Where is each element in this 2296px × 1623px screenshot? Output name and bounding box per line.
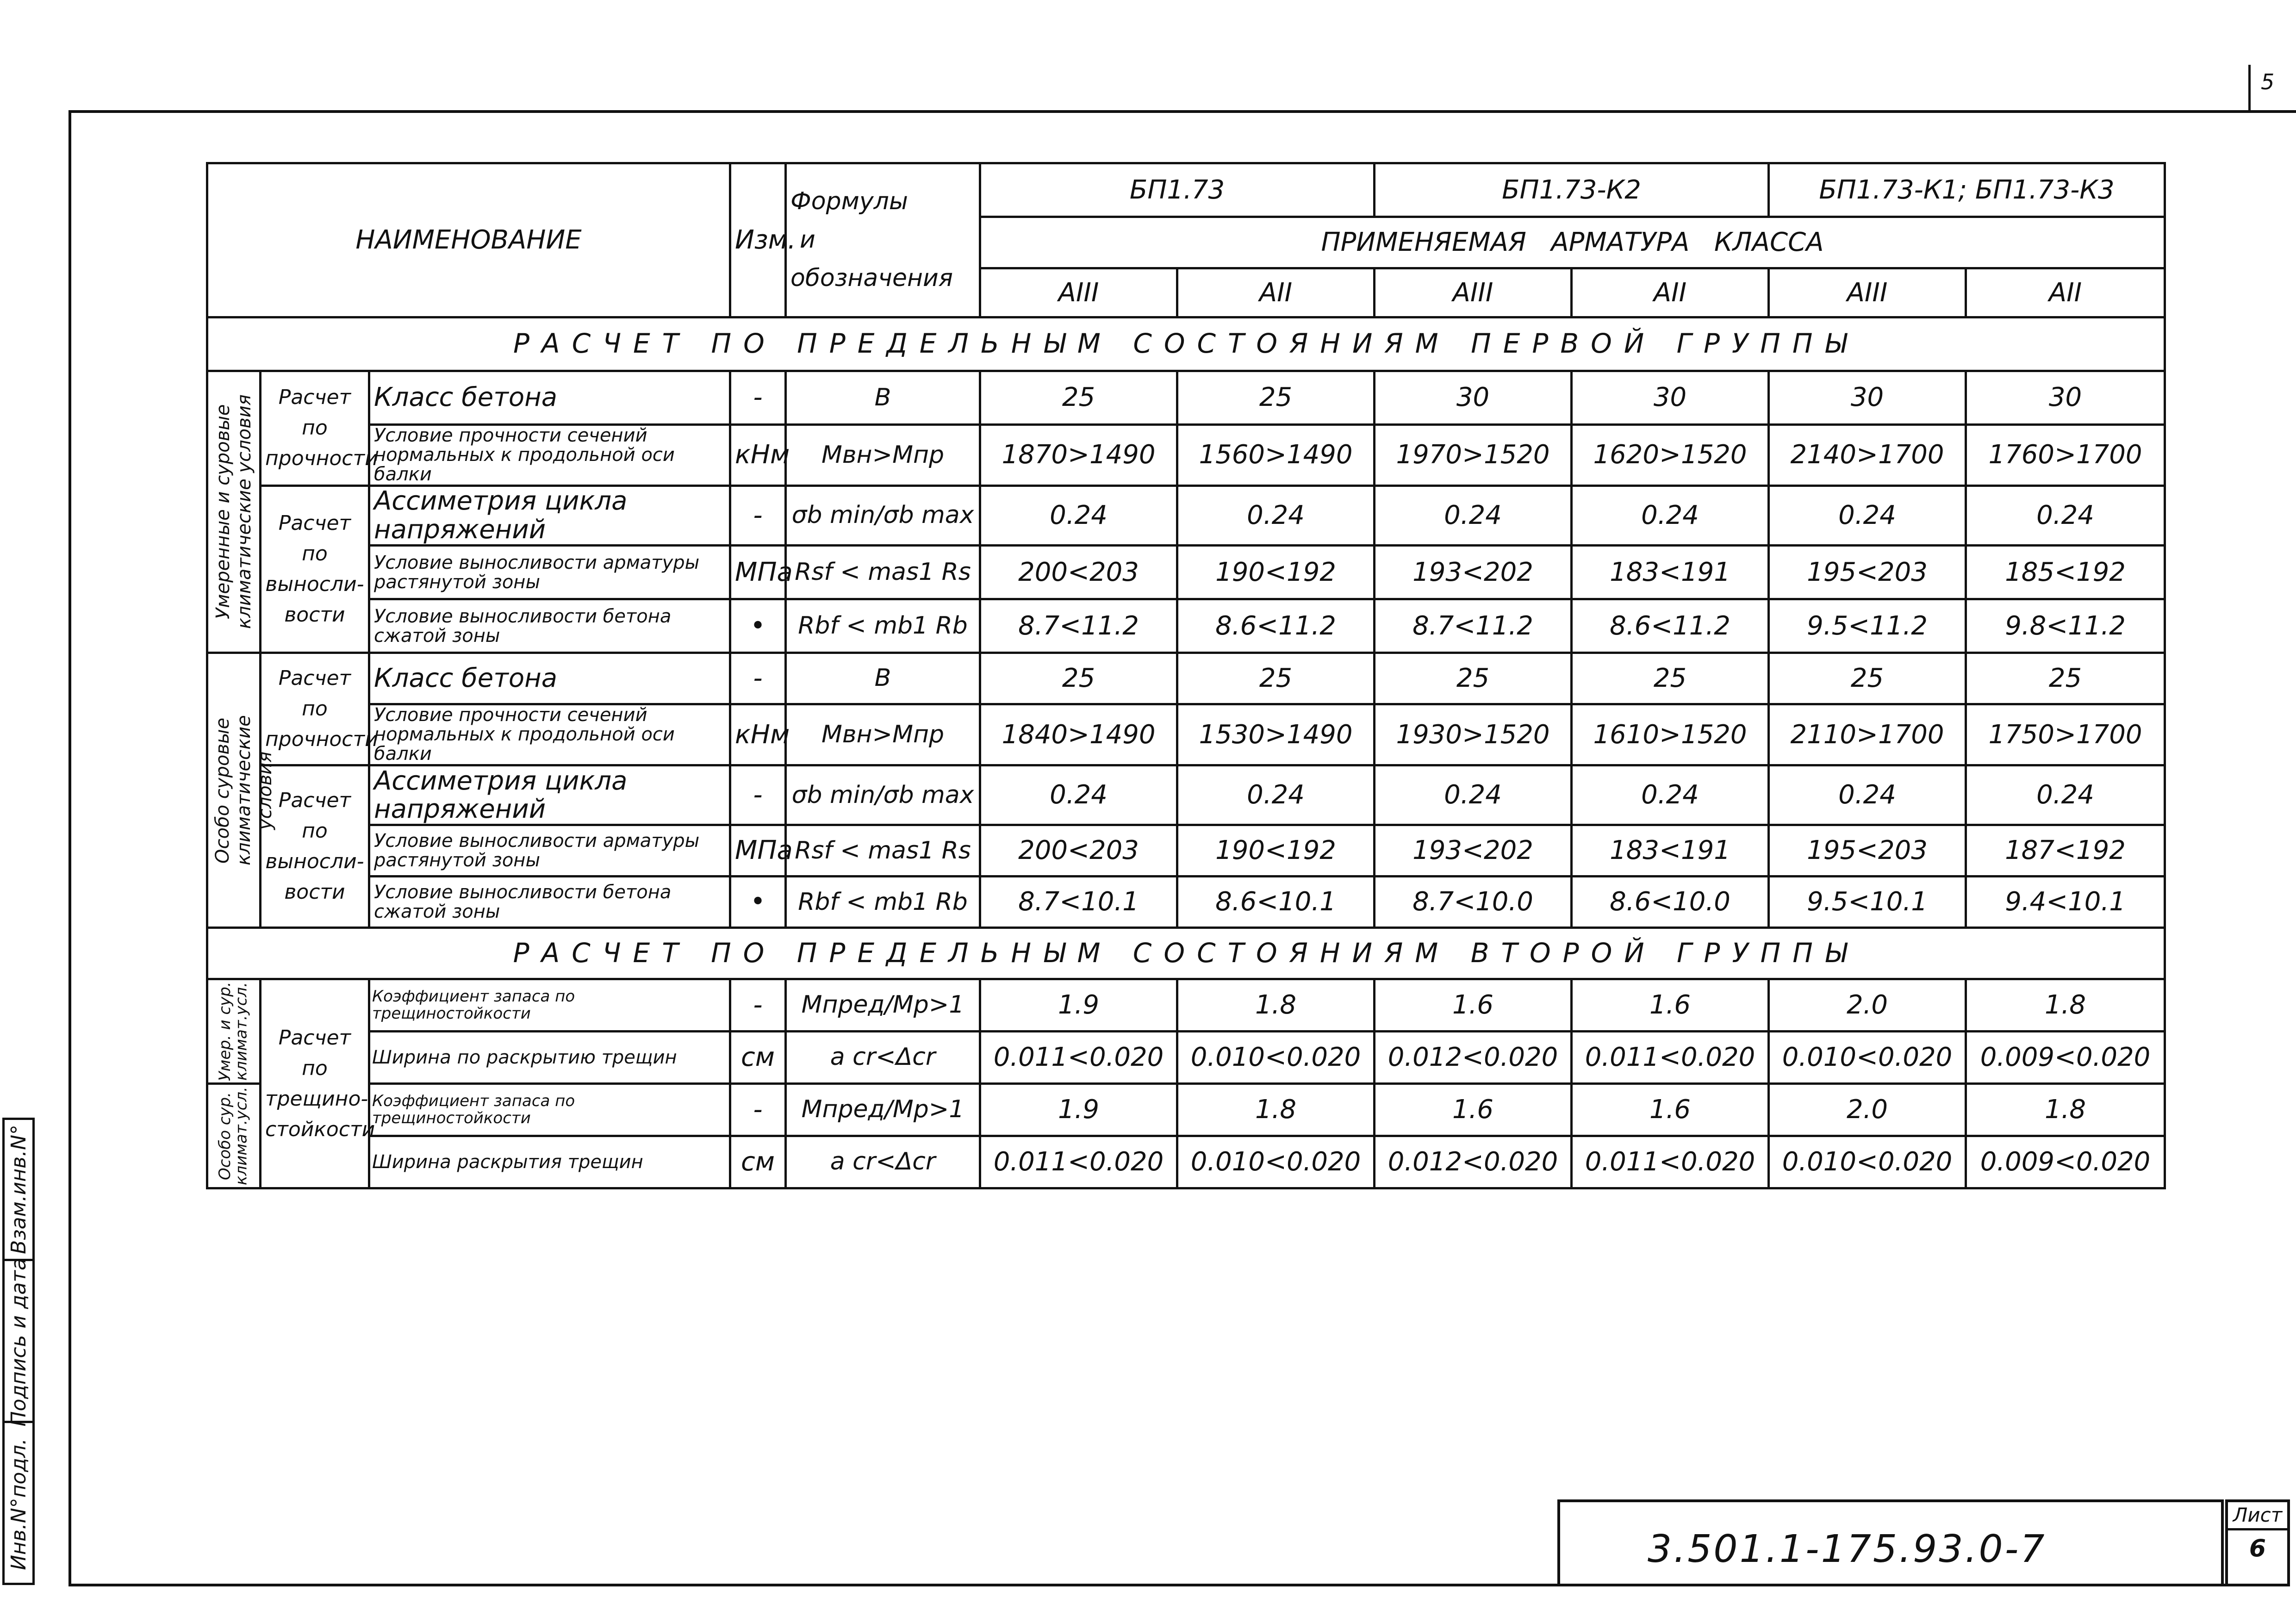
row-value: 1870>1490 (980, 424, 1177, 485)
row-value: 193<202 (1375, 825, 1572, 877)
group-label-cell-3b (207, 1083, 261, 1188)
row-value: 9.5<10.1 (1769, 877, 1966, 928)
table-row (207, 877, 2165, 928)
row-value: 0.24 (1769, 485, 1966, 545)
row-value: 1610>1520 (1572, 704, 1769, 765)
header-name-cell (207, 163, 730, 317)
header-name-label: НАИМЕНОВАНИЕ (355, 225, 582, 255)
stamp-inv-cell (5, 1421, 32, 1585)
row-value: 1760>1700 (1966, 424, 2165, 485)
row-value: 0.24 (1769, 765, 1966, 825)
row-value: 195<203 (1769, 825, 1966, 877)
row-name: Коэффициент запаса по трещиностойкости (369, 979, 730, 1032)
row-value: 0.011<0.020 (1572, 1032, 1769, 1084)
row-value: 0.24 (1572, 485, 1769, 545)
stamp-replace-cell (5, 1120, 32, 1259)
row-value: 9.5<11.2 (1769, 599, 1966, 653)
row-formula: Rbf < mb1 Rb (786, 599, 980, 653)
row-value: 8.6<10.0 (1572, 877, 1769, 928)
group-label-cell-1 (207, 371, 261, 653)
row-value: 0.010<0.020 (1177, 1136, 1375, 1188)
row-unit: см (730, 1032, 786, 1084)
row-value: 1.6 (1375, 979, 1572, 1032)
row-value: 1.8 (1966, 979, 2165, 1032)
row-value: 0.012<0.020 (1375, 1032, 1572, 1084)
row-formula: a cr<Δcr (786, 1032, 980, 1084)
row-unit: см (730, 1136, 786, 1188)
row-value: 0.24 (980, 765, 1177, 825)
row-unit: • (730, 877, 786, 928)
group-label-2: Особо суровые климатические условия (212, 715, 276, 865)
row-name: Условие выносливости бетона сжатой зоны (369, 599, 730, 653)
row-value: 183<191 (1572, 825, 1769, 877)
frame-left-line (68, 110, 71, 1586)
section-title-second: РАСЧЕТ ПО ПРЕДЕЛЬНЫМ СОСТОЯНИЯМ ВТОРОЙ ГРУППЫ (207, 928, 2165, 979)
row-value: 193<202 (1375, 546, 1572, 599)
class-header-5: AII (1966, 268, 2165, 317)
table-row (207, 546, 2165, 599)
row-value: 25 (1177, 653, 1375, 704)
table-row (207, 704, 2165, 765)
class-header-1: AII (1177, 268, 1375, 317)
row-name: Условие прочности сечений нормальных к продольной оси балки (369, 704, 730, 765)
row-name: Условие выносливости бетона сжатой зоны (369, 877, 730, 928)
row-value: 25 (1572, 653, 1769, 704)
section-row-second (207, 928, 2165, 979)
reinforcement-label: ПРИМЕНЯЕМАЯ АРМАТУРА КЛАССА (980, 217, 2165, 268)
row-value: 190<192 (1177, 546, 1375, 599)
row-value: 1.9 (980, 1083, 1177, 1136)
section-title-first: РАСЧЕТ ПО ПРЕДЕЛЬНЫМ СОСТОЯНИЯМ ПЕРВОЙ ГРУППЫ (207, 317, 2165, 371)
group-label-cell-3a (207, 979, 261, 1084)
document-code: 3.501.1-175.93.0-7 (1648, 1527, 2047, 1571)
sheet-number: 6 (2249, 1535, 2266, 1562)
row-name: Условие прочности сечений нормальных к продольной оси балки (369, 424, 730, 485)
side-stamp (2, 1118, 35, 1585)
row-value: 0.010<0.020 (1769, 1032, 1966, 1084)
header-unit-label: Изм. (735, 225, 796, 255)
row-value: 30 (1966, 371, 2165, 424)
row-value: 1530>1490 (1177, 704, 1375, 765)
stamp-signature-cell (5, 1257, 32, 1427)
row-value: 0.012<0.020 (1375, 1136, 1572, 1188)
row-value: 0.011<0.020 (1572, 1136, 1769, 1188)
row-name: Класс бетона (369, 653, 730, 704)
row-value: 8.6<10.1 (1177, 877, 1375, 928)
row-value: 0.24 (980, 485, 1177, 545)
page-number-divider (2248, 65, 2251, 111)
row-unit: МПа (730, 825, 786, 877)
row-unit: • (730, 599, 786, 653)
row-value: 25 (980, 653, 1177, 704)
row-unit: - (730, 979, 786, 1032)
row-value: 1620>1520 (1572, 424, 1769, 485)
row-value: 9.8<11.2 (1966, 599, 2165, 653)
row-value: 0.010<0.020 (1769, 1136, 1966, 1188)
product-header-1: БП1.73-К2 (1375, 163, 1769, 217)
table-row (207, 485, 2165, 545)
header-formula-label-2: и (800, 226, 815, 254)
header-row-products (207, 163, 2165, 217)
row-unit: - (730, 765, 786, 825)
calc-label-strength-1: Расчет по прочности (261, 371, 369, 485)
row-formula: Rsf < mas1 Rs (786, 546, 980, 599)
row-value: 25 (1375, 653, 1572, 704)
row-value: 183<191 (1572, 546, 1769, 599)
calc-label-crack: Расчет по трещино- стойкости (261, 979, 369, 1188)
row-value: 0.24 (1572, 765, 1769, 825)
row-name: Ширина раскрытия трещин (369, 1136, 730, 1188)
calc-label-strength-2: Расчет по прочности (261, 653, 369, 765)
table-row (207, 765, 2165, 825)
row-value: 30 (1375, 371, 1572, 424)
row-formula: Mпред/Mр>1 (786, 979, 980, 1032)
page-number: 5 (2261, 69, 2275, 94)
row-value: 25 (980, 371, 1177, 424)
row-value: 0.24 (1177, 485, 1375, 545)
table-row (207, 424, 2165, 485)
stamp-replace-label: Взам.инв.N° (6, 1125, 31, 1254)
row-value: 1750>1700 (1966, 704, 2165, 765)
row-formula: Rsf < mas1 Rs (786, 825, 980, 877)
row-value: 0.24 (1966, 485, 2165, 545)
row-unit: - (730, 1083, 786, 1136)
table-row (207, 825, 2165, 877)
row-formula: B (786, 653, 980, 704)
table-row (207, 1136, 2165, 1188)
row-formula: σb min/σb max (786, 765, 980, 825)
row-unit: - (730, 485, 786, 545)
row-value: 8.7<10.1 (980, 877, 1177, 928)
row-name: Условие выносливости арматуры растянутой зоны (369, 825, 730, 877)
product-header-2: БП1.73-К1; БП1.73-К3 (1769, 163, 2165, 217)
class-header-0: AIII (980, 268, 1177, 317)
row-value: 200<203 (980, 546, 1177, 599)
row-value: 25 (1966, 653, 2165, 704)
row-name: Ширина по раскрытию трещин (369, 1032, 730, 1084)
row-value: 2.0 (1769, 1083, 1966, 1136)
row-value: 1.6 (1572, 979, 1769, 1032)
row-value: 8.6<11.2 (1177, 599, 1375, 653)
row-formula: σb min/σb max (786, 485, 980, 545)
group-label-3a: Умер. и сур. климат.усл. (216, 982, 251, 1081)
row-value: 25 (1177, 371, 1375, 424)
row-value: 9.4<10.1 (1966, 877, 2165, 928)
row-value: 1.9 (980, 979, 1177, 1032)
group-label-cell-2 (207, 653, 276, 928)
row-value: 30 (1769, 371, 1966, 424)
row-unit: кНм (730, 704, 786, 765)
row-value: 1.6 (1375, 1083, 1572, 1136)
calc-label-endurance-2: Расчет по выносли- вости (261, 765, 369, 928)
row-value: 190<192 (1177, 825, 1375, 877)
row-value: 1.8 (1966, 1083, 2165, 1136)
row-formula: a cr<Δcr (786, 1136, 980, 1188)
row-unit: - (730, 371, 786, 424)
frame-top-line (68, 110, 2296, 113)
row-value: 195<203 (1769, 546, 1966, 599)
row-formula: Mвн>Mпр (786, 704, 980, 765)
row-value: 8.7<10.0 (1375, 877, 1572, 928)
section-row-first (207, 317, 2165, 371)
row-value: 0.24 (1177, 765, 1375, 825)
table-row (207, 979, 2165, 1032)
row-formula: Mпред/Mр>1 (786, 1083, 980, 1136)
row-value: 0.009<0.020 (1966, 1032, 2165, 1084)
row-value: 0.24 (1966, 765, 2165, 825)
row-value: 1.8 (1177, 1083, 1375, 1136)
row-value: 1970>1520 (1375, 424, 1572, 485)
row-value: 8.7<11.2 (1375, 599, 1572, 653)
row-value: 2110>1700 (1769, 704, 1966, 765)
row-name: Ассиметрия цикла напряжений (369, 765, 730, 825)
class-header-2: AIII (1375, 268, 1572, 317)
group-label-1: Умеренные и суровые климатические условия (212, 394, 255, 629)
sheet-box (2225, 1499, 2290, 1586)
row-value: 2.0 (1769, 979, 1966, 1032)
row-value: 187<192 (1966, 825, 2165, 877)
row-value: 185<192 (1966, 546, 2165, 599)
row-unit: - (730, 653, 786, 704)
table-row (207, 1083, 2165, 1136)
header-formula-cell (786, 163, 980, 317)
row-value: 1560>1490 (1177, 424, 1375, 485)
header-unit-cell (730, 163, 796, 317)
row-name: Коэффициент запаса по трещиностойкости (369, 1083, 730, 1136)
sheet-label: Лист (2228, 1502, 2287, 1530)
table-row (207, 371, 2165, 424)
stamp-inv-label: Инв.N°подл. (6, 1438, 31, 1570)
calculation-table (206, 162, 2166, 1189)
row-value: 30 (1572, 371, 1769, 424)
row-value: 0.011<0.020 (980, 1032, 1177, 1084)
row-value: 200<203 (980, 825, 1177, 877)
row-value: 8.6<11.2 (1572, 599, 1769, 653)
row-value: 1.6 (1572, 1083, 1769, 1136)
row-value: 0.24 (1375, 765, 1572, 825)
class-header-4: AIII (1769, 268, 1966, 317)
row-name: Класс бетона (369, 371, 730, 424)
row-value: 8.7<11.2 (980, 599, 1177, 653)
row-name: Условие выносливости арматуры растянутой зоны (369, 546, 730, 599)
table-row (207, 653, 2165, 704)
row-value: 1840>1490 (980, 704, 1177, 765)
row-formula: Mвн>Mпр (786, 424, 980, 485)
table-row (207, 1032, 2165, 1084)
header-formula-label-3: обозначения (790, 264, 953, 292)
row-value: 1930>1520 (1375, 704, 1572, 765)
stamp-signature-label: Подпись и дата (6, 1257, 31, 1427)
table-row (207, 599, 2165, 653)
row-name: Ассиметрия цикла напряжений (369, 485, 730, 545)
calc-label-endurance-1: Расчет по выносли- вости (261, 485, 369, 653)
row-formula: Rbf < mb1 Rb (786, 877, 980, 928)
row-formula: B (786, 371, 980, 424)
row-value: 25 (1769, 653, 1966, 704)
row-value: 0.010<0.020 (1177, 1032, 1375, 1084)
product-header-0: БП1.73 (980, 163, 1375, 217)
row-value: 1.8 (1177, 979, 1375, 1032)
group-label-3b: Особо сур. климат.усл. (216, 1087, 251, 1185)
header-formula-label-1: Формулы (790, 187, 908, 216)
row-value: 2140>1700 (1769, 424, 1966, 485)
class-header-3: AII (1572, 268, 1769, 317)
row-unit: кНм (730, 424, 786, 485)
row-value: 0.011<0.020 (980, 1136, 1177, 1188)
row-unit: МПа (730, 546, 786, 599)
row-value: 0.24 (1375, 485, 1572, 545)
row-value: 0.009<0.020 (1966, 1136, 2165, 1188)
